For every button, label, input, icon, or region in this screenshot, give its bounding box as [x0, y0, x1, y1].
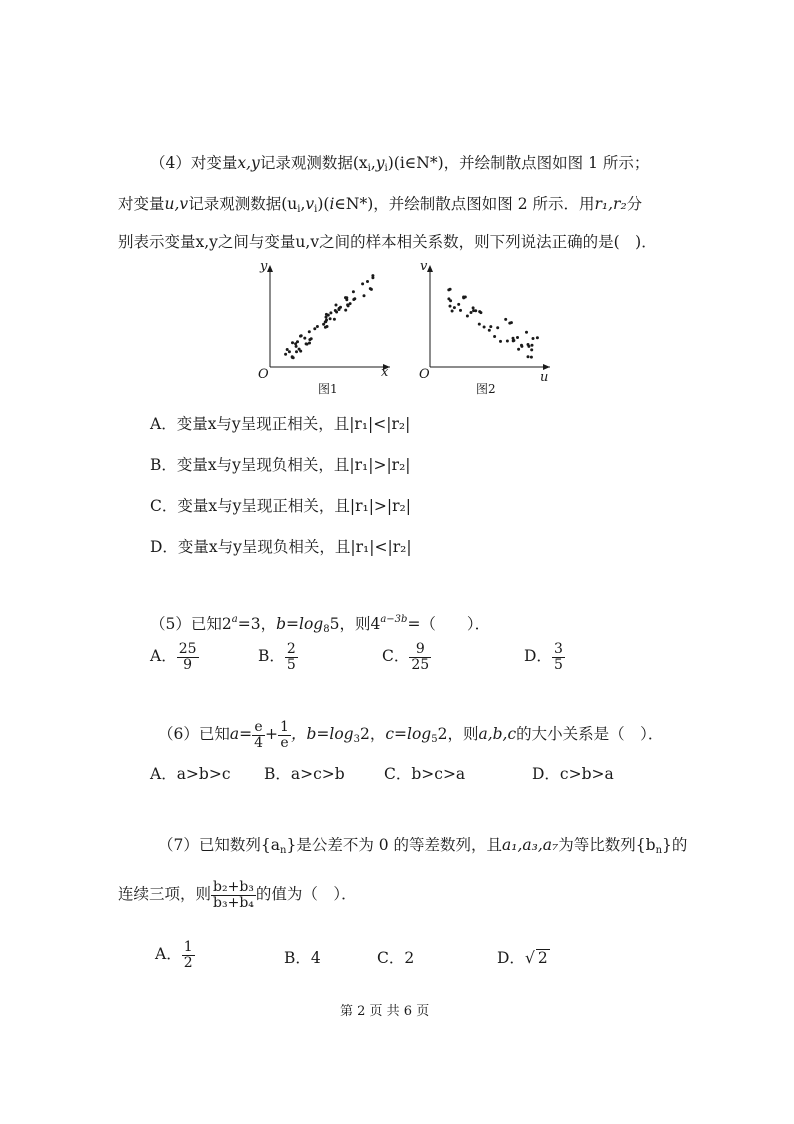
fig2-point	[536, 336, 539, 339]
fig2-point	[478, 323, 481, 326]
fig1-point	[296, 340, 299, 343]
fig2-point	[531, 344, 534, 347]
fig2-point	[506, 340, 509, 343]
fig2-point	[520, 344, 523, 347]
fig1-point	[286, 348, 289, 351]
fig2-point	[449, 299, 452, 302]
fig2-point	[474, 309, 477, 312]
fig1-point	[333, 318, 336, 321]
fig2-point	[489, 325, 492, 328]
q6-option-c: C．b>c>a	[384, 765, 466, 783]
fig2-point	[451, 310, 454, 313]
fig1-origin: O	[258, 367, 269, 382]
fig2-point	[470, 311, 473, 314]
q7-option-a: A． $\frac{1}{2}$	[155, 939, 193, 971]
fig2-origin: O	[419, 367, 430, 382]
fig1-point	[292, 356, 295, 359]
q5-option-b: B． $\frac{2}{5}$	[258, 641, 296, 673]
fig1-point	[344, 309, 347, 312]
fig1-point	[329, 317, 332, 320]
fig1-point	[308, 338, 311, 341]
fig1-caption: 图1	[318, 382, 338, 396]
fig2-point	[510, 321, 513, 324]
fig2-point	[517, 348, 520, 351]
fig2-point	[472, 306, 475, 309]
q5-option-c: C． $\frac{9}{25}$	[382, 641, 430, 673]
fig2-point	[449, 305, 452, 308]
fig1-point	[325, 316, 328, 319]
fig2-point	[457, 303, 460, 306]
fig2-point	[527, 355, 530, 358]
fig1-point	[295, 345, 298, 348]
q5-option-a: A． $\frac{25}{9}$	[150, 641, 197, 673]
fig2-point	[493, 335, 496, 338]
q7-option-b: B．4	[284, 949, 321, 967]
fig2-point	[459, 309, 462, 312]
fig2-caption: 图2	[476, 382, 496, 396]
fig1-point	[284, 353, 287, 356]
fig1-point	[349, 302, 352, 305]
page-footer: 第 2 页 共 6 页	[340, 1004, 430, 1019]
fig1-point	[288, 350, 291, 353]
fig1-point	[366, 280, 369, 283]
q6-option-a: A．a>b>c	[150, 765, 231, 783]
fig1-point	[345, 298, 348, 301]
fig2-xlabel: u	[540, 370, 549, 385]
fig2-point	[525, 331, 528, 334]
fig1-ylabel: y	[260, 259, 268, 274]
fig1-point	[308, 342, 311, 345]
q4-option-c: C．变量x与y呈现正相关，且|r₁|>|r₂|	[150, 497, 411, 515]
fig1-point	[313, 327, 316, 330]
fig1-point	[291, 341, 294, 344]
fig2-point	[496, 326, 499, 329]
q4-option-a: A．变量x与y呈现正相关，且|r₁|<|r₂|	[150, 415, 411, 433]
fig1-point	[363, 294, 366, 297]
fig2-point	[530, 356, 533, 359]
fig1-point	[352, 298, 355, 301]
fig1-point	[295, 350, 298, 353]
fig2-point	[516, 336, 519, 339]
fig1-point	[303, 337, 306, 340]
q6-option-d: D．c>b>a	[532, 765, 614, 783]
fig1-point	[299, 335, 302, 338]
fig1-point	[316, 325, 319, 328]
fig2-point	[449, 288, 452, 291]
fig1-point	[347, 304, 350, 307]
fig1-point	[298, 348, 301, 351]
q4-option-d: D．变量x与y呈现负相关，且|r₁|<|r₂|	[150, 538, 412, 556]
fig2-point	[488, 329, 491, 332]
fig2-point	[466, 315, 469, 318]
q7-option-d: D．√ 2	[497, 949, 548, 967]
fig1-point	[305, 342, 308, 345]
q5-option-d: D． $\frac{3}{5}$	[524, 641, 563, 673]
fig1-point	[325, 319, 328, 322]
q5-stem: （5）已知$2^a=3$，$b=\log_85$，则$4^{a-3b}=$（ ）．	[150, 614, 491, 635]
fig1-point	[325, 313, 328, 316]
fig1-point	[329, 311, 332, 314]
fig1-point	[369, 287, 372, 290]
fig2-point	[483, 326, 486, 329]
fig2-point	[499, 340, 502, 343]
fig2-ylabel: v	[420, 259, 428, 274]
fig1-point	[361, 282, 364, 285]
fig2-point	[504, 318, 507, 321]
fig2-point	[478, 310, 481, 313]
q7-line2: 连续三项，则 $\frac{\text{b₂+b₃}}{\text{b₃+b₄}}$ 的值为（ ）．	[118, 879, 357, 911]
q4-line3: 别表示变量x,y之间与变量u,v之间的样本相关系数，则下列说法正确的是( )．	[118, 233, 657, 251]
fig1-point	[371, 276, 374, 279]
fig2-point	[532, 337, 535, 340]
fig2-point	[462, 296, 465, 299]
fig1-xlabel: x	[381, 365, 389, 380]
fig2-point	[453, 306, 456, 309]
fig2-point	[512, 339, 515, 342]
fig1-point	[352, 290, 355, 293]
q6-option-b: B．a>c>b	[264, 765, 345, 783]
q7-line1: （7）已知数列$\{a_n\}$是公差不为 0 的等差数列，且a₁,a₃,a₇为等比数列$\{b_n\}$的	[158, 836, 688, 856]
q4-line1: （4）对变量x,y记录观测数据$(x_i,y_i)(i\in N*)$，并绘制散点图如图 1 所示；	[150, 154, 650, 174]
fig1-point	[338, 308, 341, 311]
fig2-point	[527, 343, 530, 346]
fig1-point	[334, 309, 337, 312]
q4-line2: 对变量u,v记录观测数据$(u_i,v_i)(i\in N*)$，并绘制散点图如图 2 所示．用r₁,r₂分	[118, 195, 643, 215]
q7-option-c: C．2	[377, 949, 415, 967]
fig1-point	[335, 304, 338, 307]
q6-stem: （6）已知a= $\frac{e}{4}$ + $\frac{1}{e}$ ，$b=\log_32$，$c=\log_52$，则a,b,c的大小关系是（ ）．	[158, 719, 664, 751]
fig2-point	[530, 348, 533, 351]
fig1-point	[308, 330, 311, 333]
q4-option-b: B．变量x与y呈现负相关，且|r₁|>|r₂|	[150, 456, 411, 474]
fig1-point	[326, 325, 329, 328]
